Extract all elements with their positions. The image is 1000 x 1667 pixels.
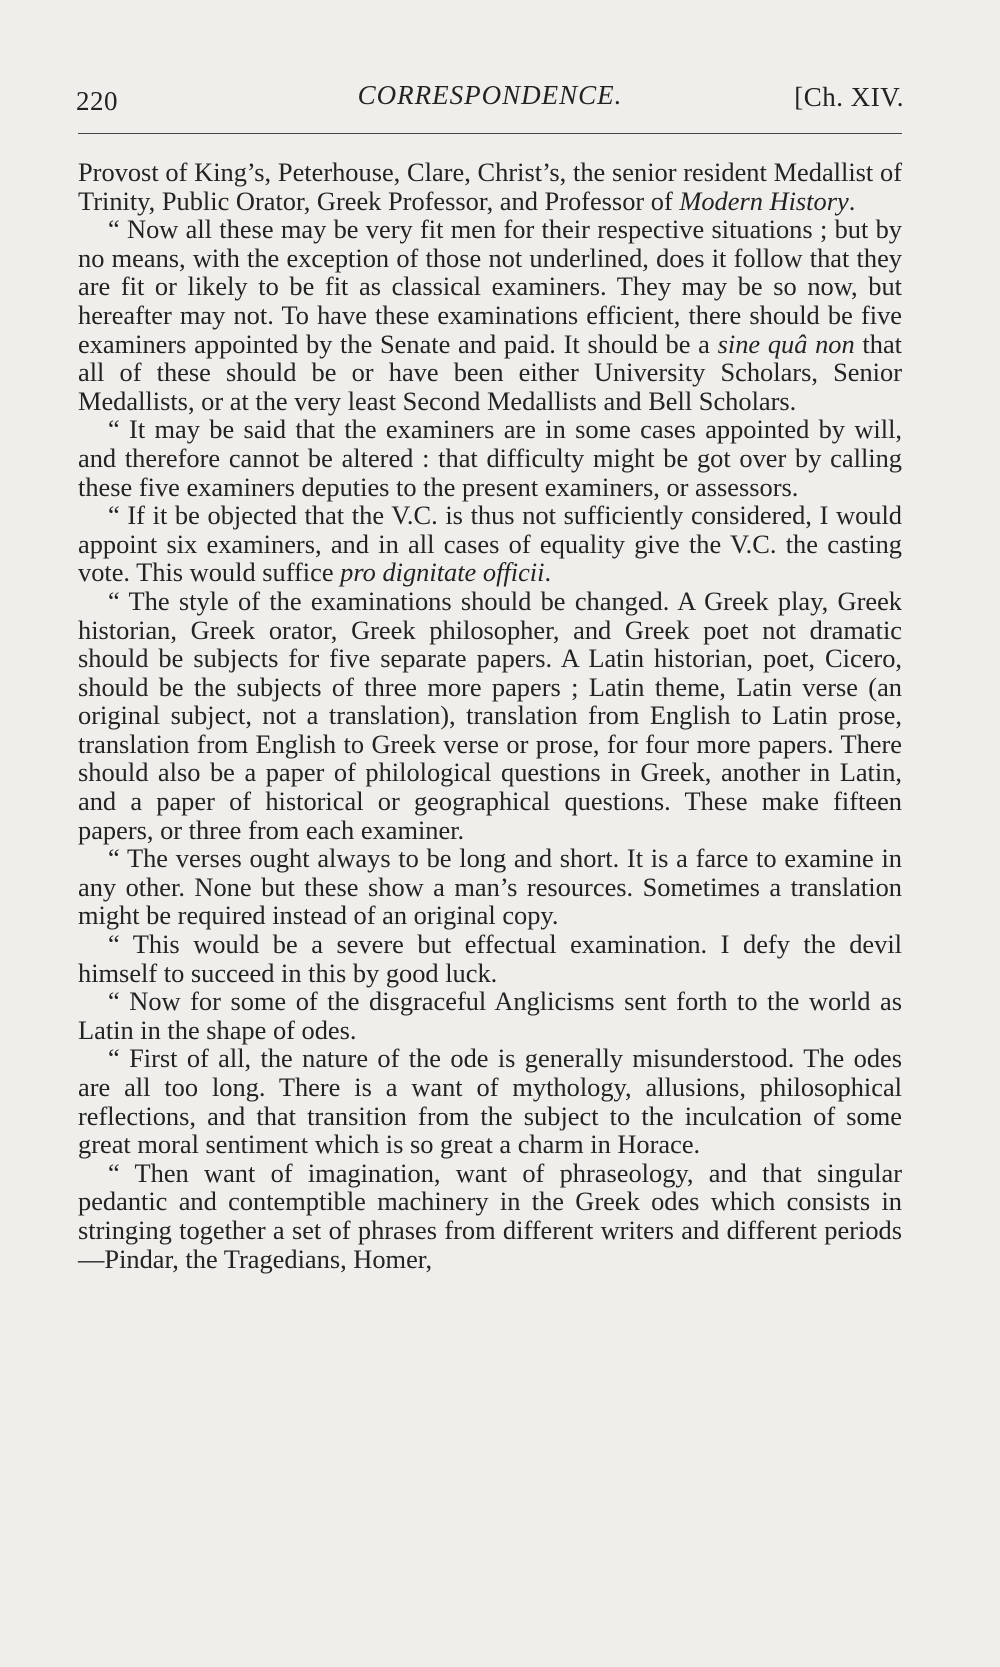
paragraph-1: Provost of King’s, Peterhouse, Clare, Christ’s, the senior resident Medallist of Trinity, Public Orator, Greek Professor, and Professor of Modern History. (78, 157, 902, 216)
paragraph-8: “ Now for some of the disgraceful Anglicisms sent forth to the world as Latin in the shape of odes. (78, 986, 902, 1045)
paragraph-5: “ The style of the examinations should be changed. A Greek play, Greek historian, Greek orator, Greek philosopher, and Greek poet not dramatic should be subjects for five separate papers. A Latin historian, poet, Cicero, should be the subjects of three more papers ; Latin theme, Latin verse (an original subject, not a translation), translation from English to Latin prose, translation from English to Greek verse or prose, for four more papers. There should also be a paper of philological questions in Greek, another in Latin, and a paper of historical or geographical questions. These make fifteen papers, or three from each examiner. (78, 585, 902, 845)
page-number: 220 (76, 86, 118, 116)
page-header (76, 80, 904, 116)
header-rule (78, 133, 902, 134)
paragraph-10: “ Then want of imagination, want of phraseology, and that singular pedantic and contemptible machinery in the Greek odes which consists in stringing together a set of phrases from different writers and different periods—Pindar, the Tragedians, Homer, (78, 1157, 902, 1274)
paragraph-2: “ Now all these may be very fit men for their respective situations ; but by no means, with the exception of those not underlined, does it follow that they are fit or likely to be fit as classical examiners. They may be so now, but hereafter may not. To have these examinations efficient, there should be five examiners appointed by the Senate and paid. It should be a sine quâ non that all of these should be or have been either University Scholars, Senior Medallists, or at the very least Second Medallists and Bell Scholars. (78, 214, 902, 416)
chapter-reference: [Ch. XIV. (794, 82, 904, 112)
paragraph-3: “ It may be said that the examiners are in some cases appointed by will, and therefore cannot be altered : that difficulty might be got over by calling these five examiners deputies to the present examiners, or assessors. (78, 414, 902, 502)
running-title: CORRESPONDENCE. (357, 80, 623, 110)
paragraph-9: “ First of all, the nature of the ode is generally misunderstood. The odes are all too long. There is a want of mythology, allusions, philosophical reflections, and that transition from the subject to the inculcation of some great moral sentiment which is so great a charm in Horace. (78, 1043, 902, 1160)
paragraph-4: “ If it be objected that the V.C. is thus not sufficiently considered, I would appoint six examiners, and in all cases of equality give the V.C. the casting vote. This would suffice pro dignitate officii. (78, 500, 902, 588)
body-text (78, 158, 902, 1273)
paragraph-6: “ The verses ought always to be long and short. It is a farce to examine in any other. None but these show a man’s resources. Sometimes a translation might be required instead of an original copy. (78, 843, 902, 931)
paragraph-7: “ This would be a severe but effectual examination. I defy the devil himself to succeed in this by good luck. (78, 929, 902, 988)
